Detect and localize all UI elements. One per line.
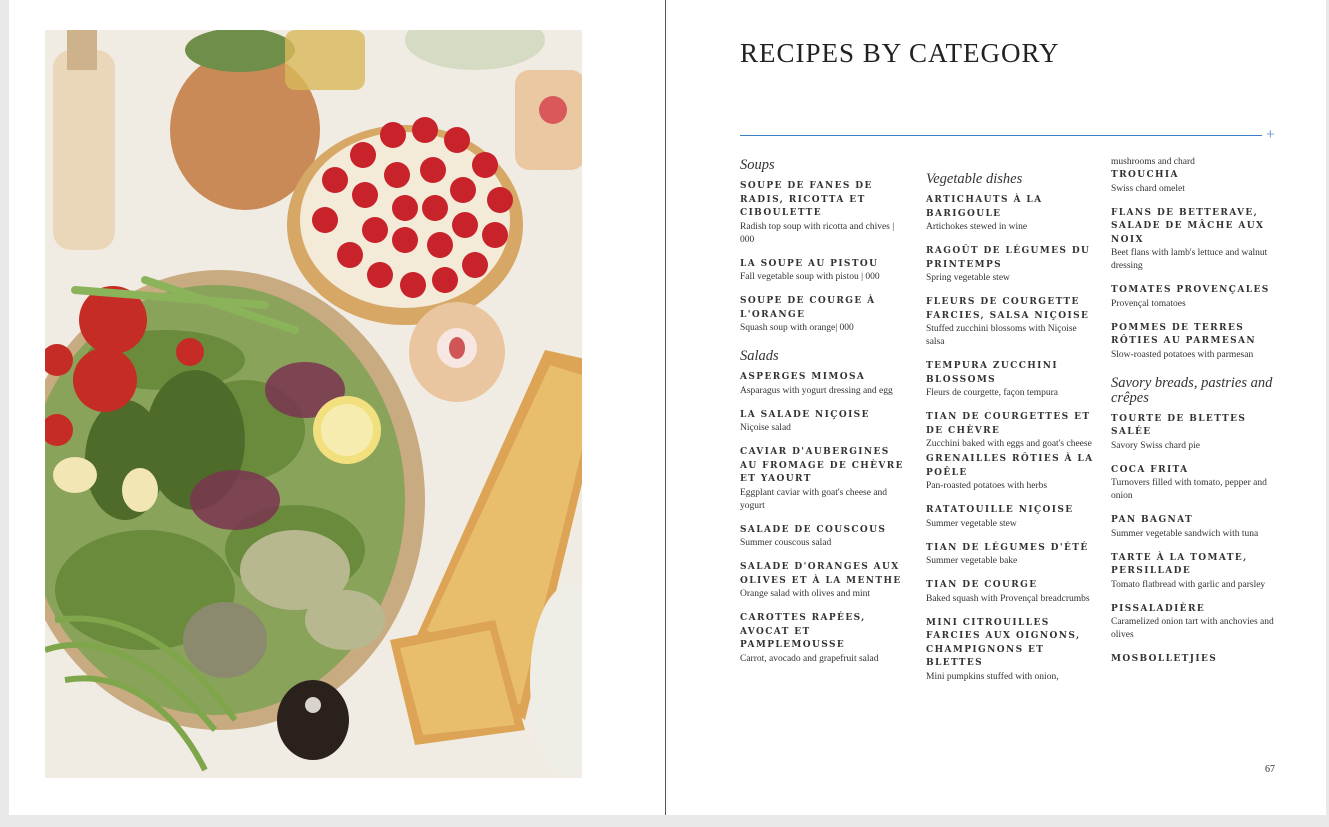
food-photo-illustration: [45, 30, 582, 778]
recipe-entry: [740, 612, 910, 666]
category-heading-vegetables: Vegetable dishes: [926, 171, 1023, 187]
recipe-entry: [1111, 413, 1281, 453]
recipe-title-en: Summer vegetable stew: [926, 518, 1017, 529]
recipe-entry: [926, 542, 1096, 569]
recipe-title-en: Swiss chard omelet: [1111, 183, 1185, 194]
recipe-title-en: Provençal tomatoes: [1111, 298, 1186, 309]
recipe-entry: [1111, 169, 1281, 196]
recipe-title-en: Asparagus with yogurt dressing and egg: [740, 385, 893, 396]
recipe-entry: [1111, 322, 1281, 362]
recipe-title-fr: TARTE À LA TOMATE, PERSILLADE: [1111, 552, 1248, 576]
recipe-title-fr: LA SOUPE AU PISTOU: [740, 258, 879, 269]
recipe-entry: [926, 453, 1096, 493]
recipe-title-en: Radish top soup with ricotta and chives | 000: [740, 221, 895, 245]
recipe-entry: [1111, 464, 1281, 504]
category-heading-breads: Savory breads, pastries and crêpes: [1111, 374, 1273, 406]
recipe-title-fr: TIAN DE COURGE: [926, 580, 1038, 590]
recipe-entry: [926, 617, 1096, 684]
recipe-title-fr: RAGOÛT DE LÉGUMES DU PRINTEMPS: [926, 246, 1091, 270]
column-1: [740, 158, 910, 677]
recipe-title-en: Niçoise salad: [740, 423, 791, 433]
recipe-entry: [926, 360, 1096, 400]
recipe-entry: [740, 371, 910, 398]
recipe-title-en: Pan-roasted potatoes with herbs: [926, 481, 1048, 491]
recipe-title-fr: PAN BAGNAT: [1111, 515, 1194, 525]
recipe-entry: [740, 295, 910, 335]
food-photo: [45, 30, 582, 778]
recipe-title-en: Beet flans with lamb's lettuce and walnut dressing: [1111, 248, 1268, 271]
right-page: [666, 0, 1326, 815]
recipe-entry: [926, 579, 1096, 606]
plus-mark: +: [1266, 126, 1275, 143]
recipe-title-fr: LA SALADE NIÇOISE: [740, 409, 870, 420]
recipe-entry: [1111, 207, 1281, 274]
recipe-title-fr: MINI CITROUILLES FARCIES AUX OIGNONS, CHAMPIGNONS ET BLETTES: [926, 617, 1081, 668]
recipe-title-fr: POMMES DE TERRES RÔTIES AU PARMESAN: [1111, 322, 1256, 346]
recipe-entry: [926, 504, 1096, 531]
recipe-title-fr: SALADE DE COUSCOUS: [740, 524, 887, 535]
recipe-entry: [740, 258, 910, 285]
recipe-title-fr: RATATOUILLE NIÇOISE: [926, 505, 1074, 515]
recipe-title-en: Savory Swiss chard pie: [1111, 440, 1200, 451]
recipe-title-fr: TIAN DE LÉGUMES D'ÉTÉ: [926, 542, 1089, 553]
recipe-title-en: Zucchini baked with eggs and goat's cheese: [926, 439, 1092, 449]
recipe-title-fr: CAVIAR D'AUBERGINES AU FROMAGE DE CHÈVRE ET YAOURT: [740, 447, 904, 484]
recipe-title-fr: TROUCHIA: [1111, 170, 1179, 180]
recipe-title-en: Slow-roasted potatoes with parmesan: [1111, 349, 1254, 360]
recipe-entry: [926, 245, 1096, 285]
recipe-entry: [1111, 653, 1281, 667]
recipe-title-fr: SALADE D'ORANGES AUX OLIVES ET À LA MENTHE: [740, 562, 902, 586]
recipe-title-en: Eggplant caviar with goat's cheese and yogurt: [740, 487, 888, 511]
recipe-title-fr: TIAN DE COURGETTES ET DE CHÈVRE: [926, 412, 1091, 436]
recipe-title-en: Artichokes stewed in wine: [926, 222, 1028, 232]
recipe-title-fr: TEMPURA ZUCCHINI BLOSSOMS: [926, 361, 1059, 385]
column-2: [926, 172, 1096, 695]
category-heading-salads: Salads: [740, 348, 779, 364]
recipe-entry: [1111, 284, 1281, 311]
recipe-title-fr: TOURTE DE BLETTES SALÉE: [1111, 413, 1247, 437]
recipe-title-en: Carrot, avocado and grapefruit salad: [740, 653, 879, 664]
category-heading-soups: Soups: [740, 157, 775, 173]
page-title: RECIPES BY CATEGORY: [740, 38, 1060, 68]
recipe-continuation: mushrooms and chard: [1111, 157, 1195, 167]
recipe-title-fr: SOUPE DE COURGE À L'ORANGE: [740, 296, 876, 320]
recipe-title-en: Tomato flatbread with garlic and parsley: [1111, 579, 1266, 590]
recipe-entry: [740, 524, 910, 551]
recipe-entry: [740, 180, 910, 247]
recipe-entry: [926, 194, 1096, 234]
recipe-title-fr: CAROTTES RAPÉES, AVOCAT ET PAMPLEMOUSSE: [740, 613, 866, 650]
recipe-title-en: Mini pumpkins stuffed with onion,: [926, 671, 1059, 682]
recipe-title-en: Summer vegetable bake: [926, 556, 1018, 566]
recipe-title-fr: GRENAILLES RÔTIES À LA POÊLE: [926, 454, 1094, 478]
recipe-title-en: Caramelized onion tart with anchovies and olives: [1111, 617, 1274, 640]
recipe-title-en: Fleurs de courgette, façon tempura: [926, 388, 1058, 398]
recipe-title-en: Fall vegetable soup with pistou | 000: [740, 272, 880, 282]
recipe-title-fr: ASPERGES MIMOSA: [740, 372, 866, 382]
page-number: 67: [1265, 764, 1275, 775]
recipe-entry: [1111, 552, 1281, 592]
recipe-title-fr: FLANS DE BETTERAVE, SALADE DE MÂCHE AUX NOIX: [1111, 207, 1265, 245]
recipe-title-fr: ARTICHAUTS À LA BARIGOULE: [926, 195, 1043, 219]
recipe-title-fr: TOMATES PROVENÇALES: [1111, 285, 1270, 295]
recipe-title-en: Stuffed zucchini blossoms with Niçoise salsa: [926, 324, 1077, 347]
recipe-entry: [1111, 514, 1281, 541]
recipe-entry: [740, 409, 910, 436]
left-page: [9, 0, 666, 815]
recipe-title-fr: PISSALADIÈRE: [1111, 603, 1206, 614]
recipe-title-en: Squash soup with orange| 000: [740, 323, 854, 333]
recipe-title-fr: COCA FRITA: [1111, 464, 1189, 475]
column-3: [1111, 156, 1281, 678]
recipe-title-fr: SOUPE DE FANES DE RADIS, RICOTTA ET CIBOULETTE: [740, 181, 873, 218]
recipe-title-en: Spring vegetable stew: [926, 273, 1010, 283]
recipe-title-en: Baked squash with Provençal breadcrumbs: [926, 593, 1090, 604]
recipe-entry: [740, 446, 910, 513]
recipe-entry: [926, 411, 1096, 451]
recipe-title-en: Turnovers filled with tomato, pepper and onion: [1111, 478, 1267, 501]
title-rule: [740, 135, 1262, 136]
recipe-title-en: Summer vegetable sandwich with tuna: [1111, 528, 1259, 539]
recipe-entry: [926, 296, 1096, 349]
recipe-title-fr: MOSBOLLETJIES: [1111, 654, 1218, 664]
recipe-title-fr: FLEURS DE COURGETTE FARCIES, SALSA NIÇOISE: [926, 297, 1090, 321]
recipe-title-en: Summer couscous salad: [740, 538, 832, 548]
recipe-title-en: Orange salad with olives and mint: [740, 589, 871, 599]
recipe-entry: [740, 561, 910, 601]
recipe-entry: [1111, 603, 1281, 643]
